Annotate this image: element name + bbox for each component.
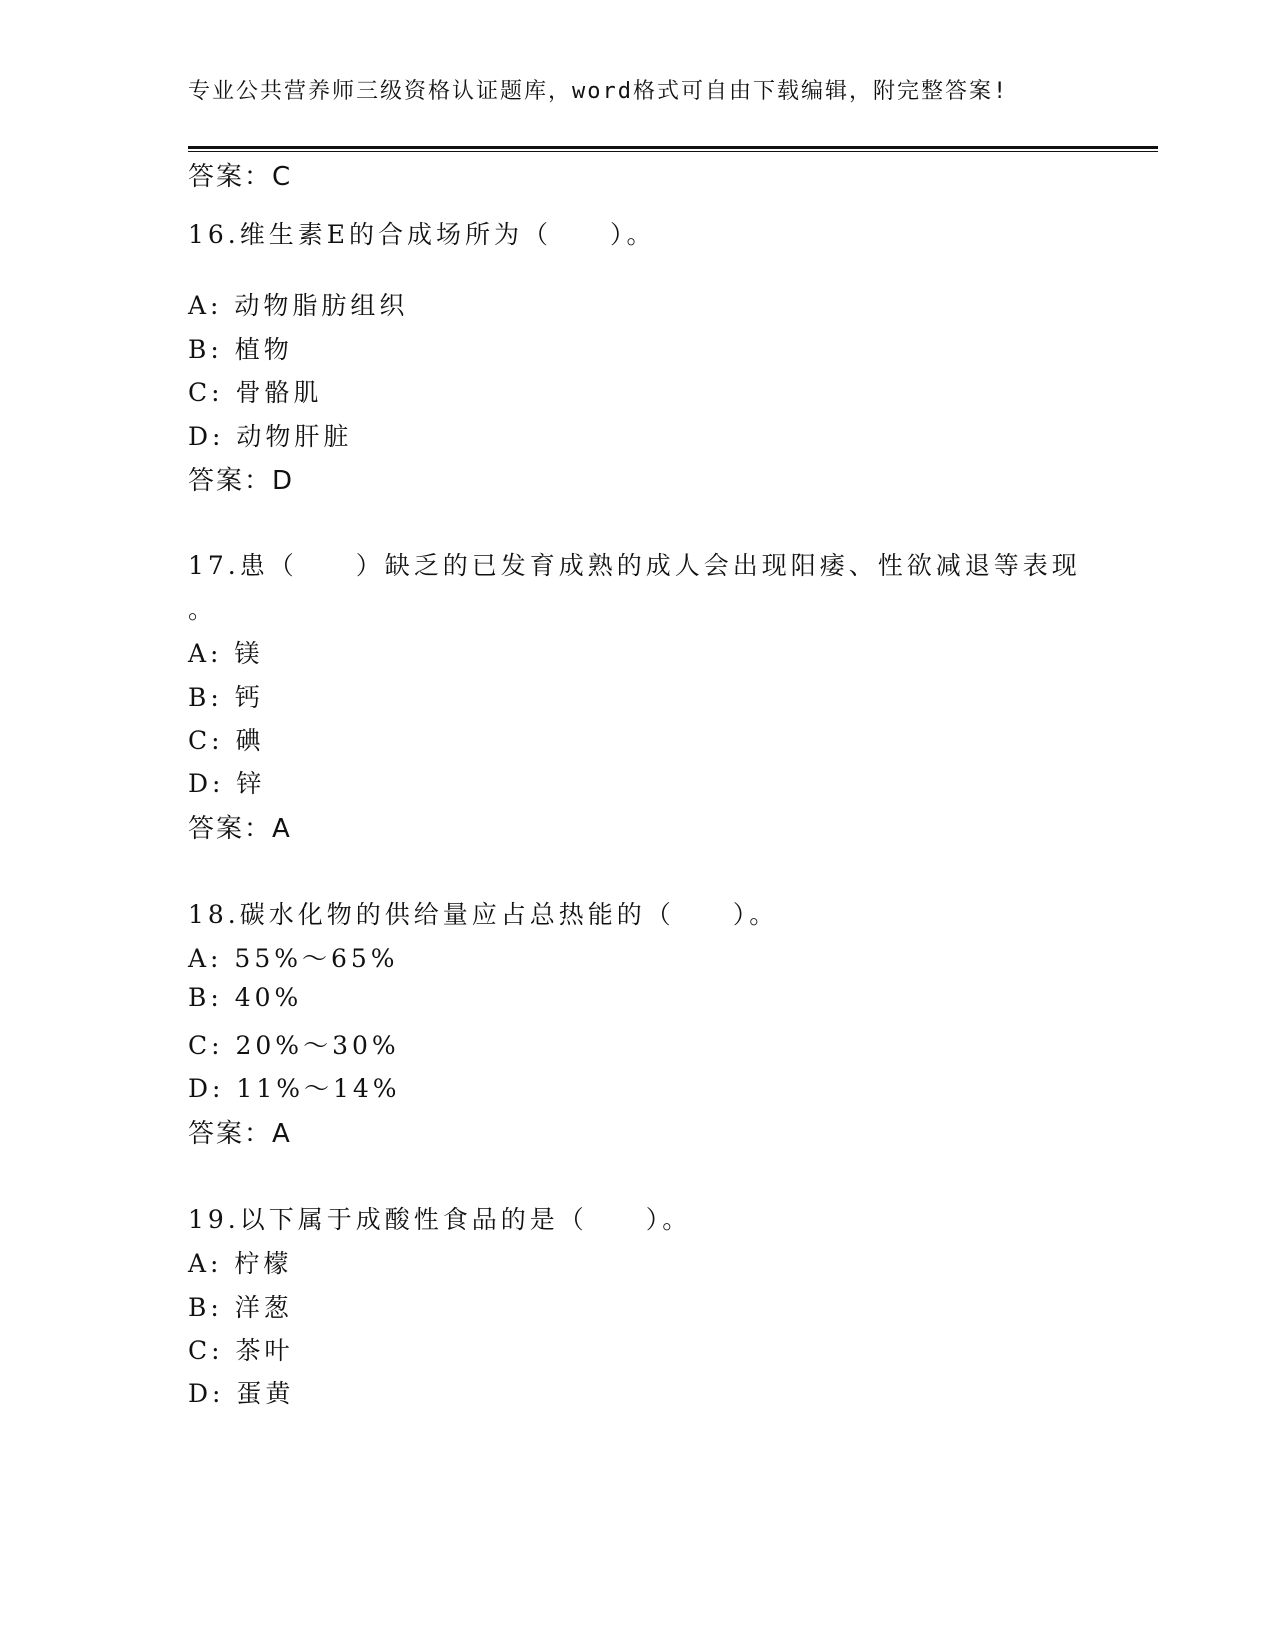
answer-16: 答案：D [188, 466, 295, 496]
header-rule-thin [188, 151, 1158, 152]
header-rule-thick [188, 146, 1158, 149]
question-19-option-b: B: 洋葱 [188, 1293, 293, 1322]
question-18-stem: 18.碳水化物的供给量应占总热能的（ ）。 [188, 900, 779, 929]
question-19-option-c: C: 茶叶 [188, 1336, 294, 1365]
question-18-option-a: A: 55%～65% [188, 944, 399, 973]
question-16-option-c: C: 骨骼肌 [188, 378, 323, 407]
question-17-option-d: D: 锌 [188, 769, 266, 798]
answer-17: 答案：A [188, 814, 292, 844]
page-header: 专业公共营养师三级资格认证题库，word格式可自由下载编辑，附完整答案! [188, 79, 1009, 104]
question-17-option-b: B: 钙 [188, 683, 264, 712]
question-19-stem: 19.以下属于成酸性食品的是（ ）。 [188, 1205, 692, 1234]
question-16-option-d: D: 动物肝脏 [188, 422, 353, 451]
question-18-option-b: B: 40% [188, 983, 303, 1012]
question-16-stem: 16.维生素E的合成场所为（ ）。 [188, 220, 656, 249]
question-17-stem: 17.患（ ）缺乏的已发育成熟的成人会出现阳痿、性欲减退等表现 [188, 551, 1081, 580]
answer-18: 答案：A [188, 1119, 292, 1149]
question-17-option-c: C: 碘 [188, 726, 265, 755]
question-19-option-a: A: 柠檬 [188, 1249, 293, 1278]
question-19-option-d: D: 蛋黄 [188, 1379, 295, 1408]
question-17-option-a: A: 镁 [188, 639, 264, 668]
question-18-option-c: C: 20%～30% [188, 1031, 400, 1060]
question-17-stem-continued: 。 [188, 595, 218, 624]
question-18-option-d: D: 11%～14% [188, 1074, 401, 1103]
question-16-option-a: A: 动物脂肪组织 [188, 291, 409, 320]
question-16-option-b: B: 植物 [188, 335, 293, 364]
answer-15: 答案：C [188, 162, 293, 192]
